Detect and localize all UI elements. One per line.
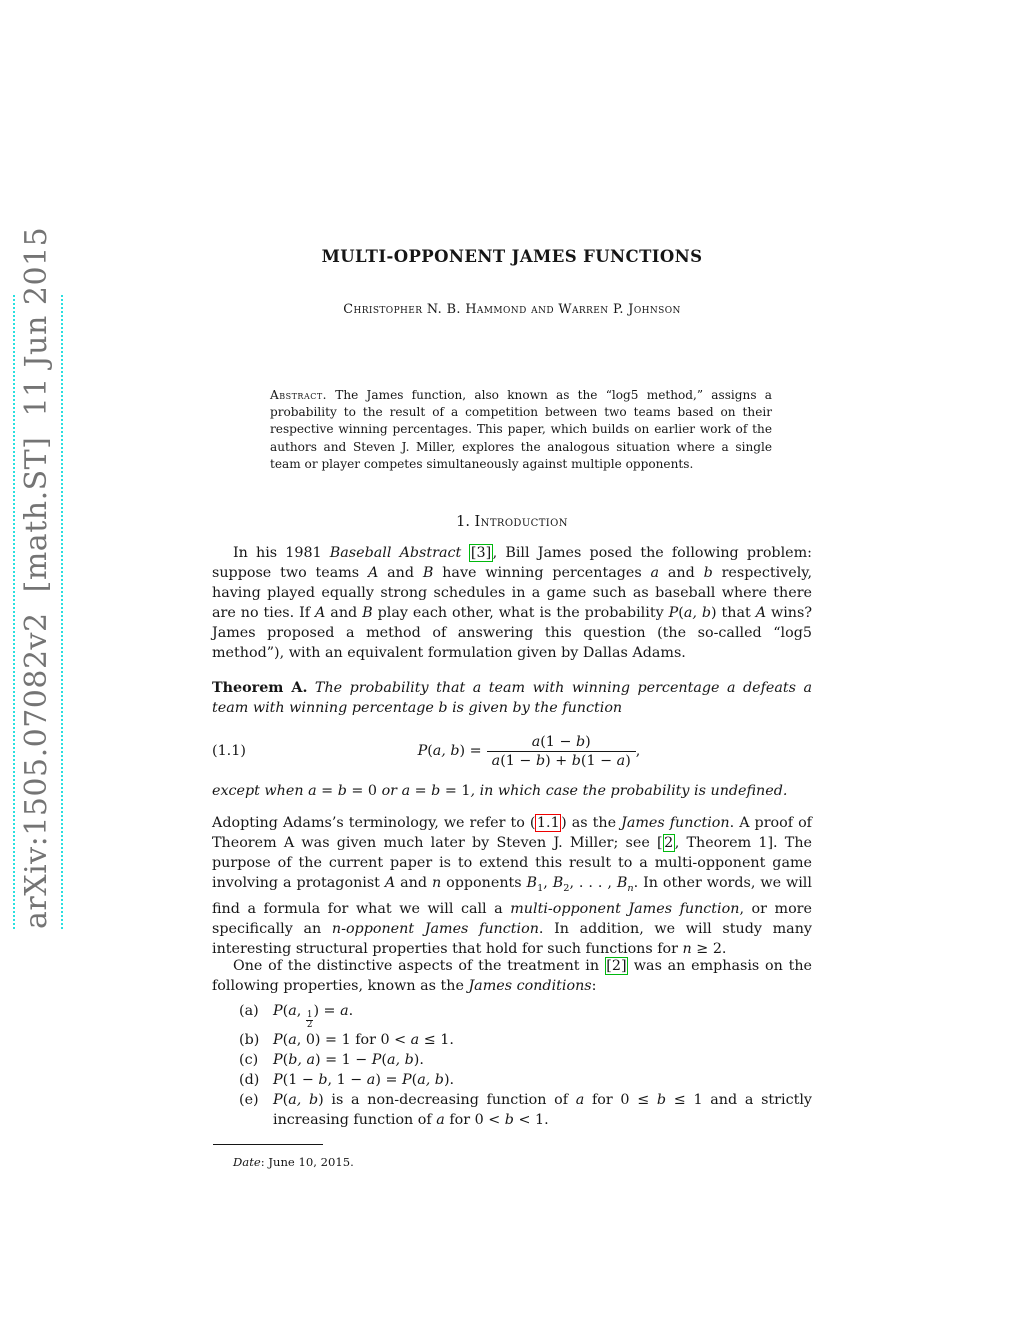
fraction-denominator: a(1 − b) + b(1 − a) [491,752,631,769]
equation-suffix: , [635,743,641,759]
equation-fraction [487,734,636,769]
paragraph-except: except when a = b = 0 or a = b = 1, in which case the probability is undefined. [212,783,788,799]
section-heading-introduction [212,514,812,530]
paper-title: MULTI-OPPONENT JAMES FUNCTIONS [321,247,703,266]
date-line: Date: June 10, 2015. [233,1155,354,1169]
citation-link-3[interactable]: [3] [470,545,492,561]
list-item-label: (c) [239,1052,259,1069]
list-item-label: (b) [239,1032,260,1049]
footnote-rule [213,1144,323,1145]
list-item-d [212,1070,812,1090]
abstract-text: The James function, also known as the “log5 method,” assigns a probability to the result of a competition between two teams based on their respective winning percentages. This paper, which builds on earlier work of the authors and Steven J. Miller, explores the analogous situation where a single team or player competes simultaneously against multiple opponents. [270,388,772,471]
citation-link-2b[interactable]: [2] [606,958,627,974]
list-item-a [212,1001,812,1030]
paragraph-intro: In his 1981 Baseball Abstract [3] , Bill James posed the following problem: suppose two teams A and B have winning percentages a and b respectively, having played equally strong schedules in a game such as baseball where there are no ties. If A and B play each other, what is the probability P(a, b) that A wins? James proposed a method of answering this question (the so-called “log5 method”), with an equivalent formulation given by Dallas Adams. [212,545,812,661]
list-item-text: P(b, a) = 1 − P(a, b). [273,1052,424,1069]
list-item-label: (e) [239,1092,259,1109]
section-title: Introduction [474,514,568,530]
citation-link-2[interactable]: 2 [664,835,674,851]
list-item-text: P(a, $\frac{1}{2}$ ) = a. [273,1003,354,1031]
list-item-text: P(a, b) is a non-decreasing function of a for 0 ≤ b ≤ 1 and a strictly increasing function of a for 0 < b < 1. [273,1092,812,1129]
abstract-label: Abstract. [270,388,328,402]
paragraph-distinctive: One of the distinctive aspects of the treatment in [2] was an emphasis on the following properties, known as the James conditions: [212,958,812,994]
section-number: 1. [456,514,470,530]
list-item-label: (d) [239,1072,260,1089]
james-conditions-list [212,1001,812,1130]
paper-authors: Christopher N. B. Hammond and Warren P. Johnson [343,302,681,317]
equation-ref-1-1[interactable]: 1.1 [536,815,560,831]
list-item-label: (a) [239,1003,259,1019]
arxiv-stamp: arXiv:1505.07082v2 [math.ST] 11 Jun 2015 [13,295,63,929]
paragraph-adopting: Adopting Adams’s terminology, we refer to ( 1.1 ) as the James function. A proof of Theorem A was given much later by Steven J. Miller; see [ 2 , Theorem 1]. The purpose of the current paper is to extend this result to a multi-opponent game involving a protagonist A and n opponents $B_1$, $B_2$, . . . , $B_n$. In other words, we will find a formula for what we will call a multi-opponent James function, or more specifically an n-opponent James function. In addition, we will study many interesting structural properties that hold for such functions for n ≥ 2. [212,815,813,957]
equation-body [246,734,812,769]
theorem-a: Theorem A. The probability that a team with winning percentage a defeats a team with winning percentage b is given by the function [212,680,812,716]
equation-tag: (1.1) [212,743,246,759]
fraction-numerator: a(1 − b) [487,734,636,752]
list-item-c [212,1050,812,1070]
abstract [270,387,772,473]
list-item-b [212,1030,812,1050]
list-item-e [212,1090,812,1130]
list-item-text: P(1 − b, 1 − a) = P(a, b). [273,1072,455,1089]
equation-lhs: P(a, b) = [417,743,482,759]
list-item-text: P(a, 0) = 1 for 0 < a ≤ 1. [273,1032,454,1049]
equation-1-1 [212,727,812,775]
